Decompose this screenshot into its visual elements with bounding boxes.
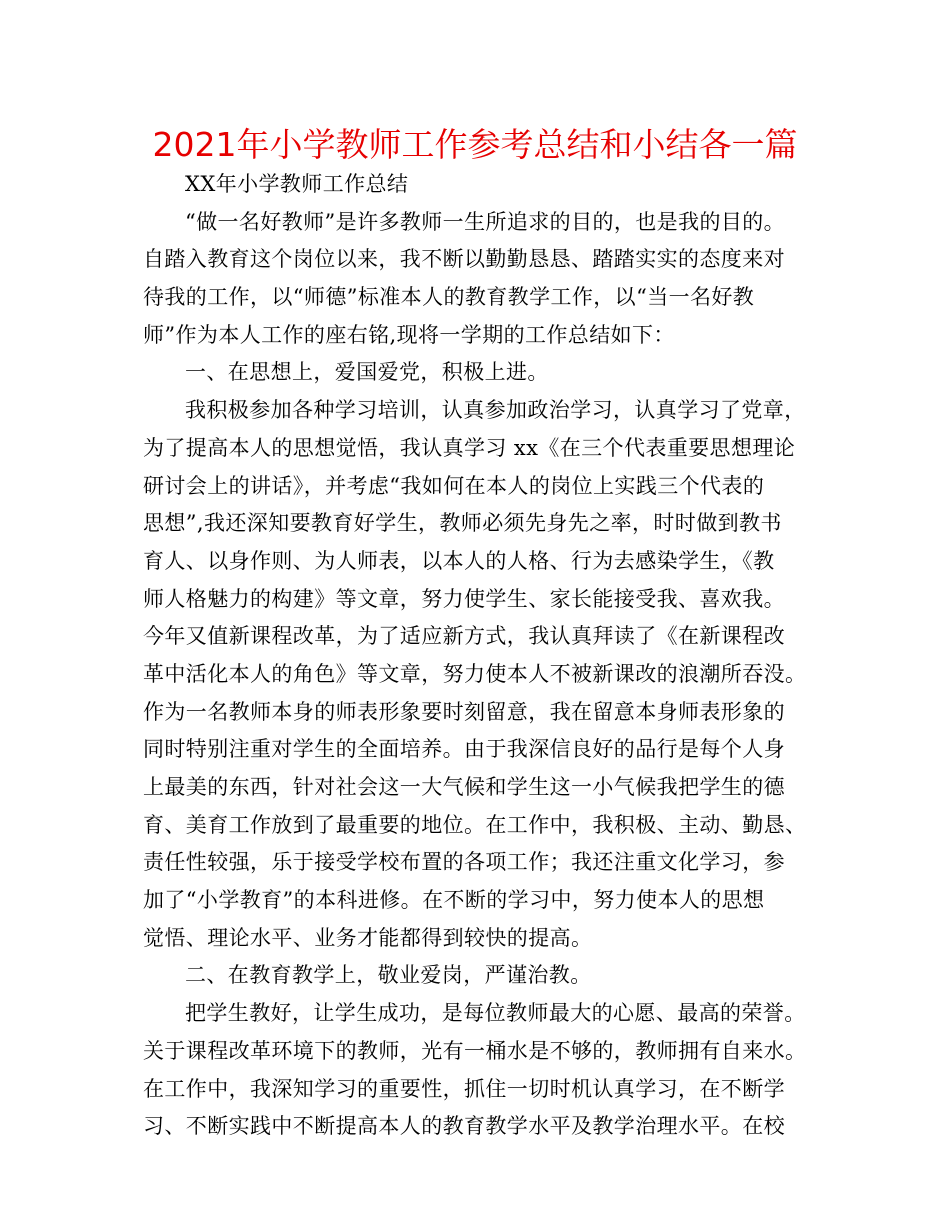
- body-line: 上最美的东西，针对社会这一大气候和学生这一小气候我把学生的德: [143, 775, 785, 799]
- document-body: [143, 166, 823, 1146]
- body-line: 习、不断实践中不断提高本人的教育教学水平及教学治理水平。在校: [143, 1114, 785, 1139]
- body-line: 作为一名教师本身的师表形象要时刻留意，我在留意本身师表形象的: [143, 699, 785, 724]
- body-line: 研讨会上的讲话》，并考虑“我如何在本人的岗位上实践三个代表的: [143, 473, 765, 498]
- body-line: 革中活化本人的角色》等文章，努力使本人不被新课改的浪潮所吞没。: [143, 661, 807, 686]
- document-title: 2021年小学教师工作参考总结和小结各一篇: [152, 125, 798, 164]
- body-line: 育人、以身作则、为人师表，以本人的人格、行为去感染学生，《教: [143, 548, 775, 573]
- body-line: 师”作为本人工作的座右铭,现将一学期的工作总结如下：: [143, 322, 675, 347]
- body-line: 为了提高本人的思想觉悟，我认真学习 xx《在三个代表重要思想理论: [143, 435, 796, 460]
- body-line: 我积极参加各种学习培训，认真参加政治学习，认真学习了党章，: [185, 398, 806, 423]
- body-line: 思想”,我还深知要教育好学生，教师必须先身先之率，时时做到教书: [143, 511, 782, 536]
- body-line: 加了“小学教育”的本科进修。在不断的学习中，努力使本人的思想: [143, 888, 765, 913]
- body-line: 育、美育工作放到了最重要的地位。在工作中，我积极、主动、勤恳、: [143, 812, 807, 837]
- body-line: 把学生教好，让学生成功，是每位教师最大的心愿、最高的荣誉。: [185, 1001, 806, 1026]
- body-line: 在工作中，我深知学习的重要性，抓住一切时机认真学习，在不断学: [143, 1076, 785, 1101]
- body-line: 同时特别注重对学生的全面培养。由于我深信良好的品行是每个人身: [143, 737, 785, 762]
- body-line: 关于课程改革环境下的教师，光有一桶水是不够的，教师拥有自来水。: [143, 1038, 807, 1063]
- body-line: 今年又值新课程改革，为了适应新方式，我认真拜读了《在新课程改: [143, 624, 785, 649]
- body-line: “做一名好教师”是许多教师一生所追求的目的，也是我的目的。: [185, 209, 786, 234]
- body-line: 师人格魅力的构建》等文章，努力使学生、家长能接受我、喜欢我。: [143, 586, 785, 611]
- body-line: 自踏入教育这个岗位以来，我不断以勤勤恳恳、踏踏实实的态度来对: [143, 247, 785, 272]
- body-line: XX年小学教师工作总结: [185, 172, 409, 196]
- body-line: 一、在思想上，爱国爱党，积极上进。: [185, 360, 549, 385]
- body-line: 责任性较强，乐于接受学校布置的各项工作；我还注重文化学习，参: [143, 850, 785, 875]
- body-line: 待我的工作，以“师德”标准本人的教育教学工作，以“当一名好教: [143, 285, 755, 310]
- body-line: 觉悟、理论水平、业务才能都得到较快的提高。: [143, 925, 593, 950]
- body-line: 二、在教育教学上，敬业爱岗，严谨治教。: [185, 963, 592, 988]
